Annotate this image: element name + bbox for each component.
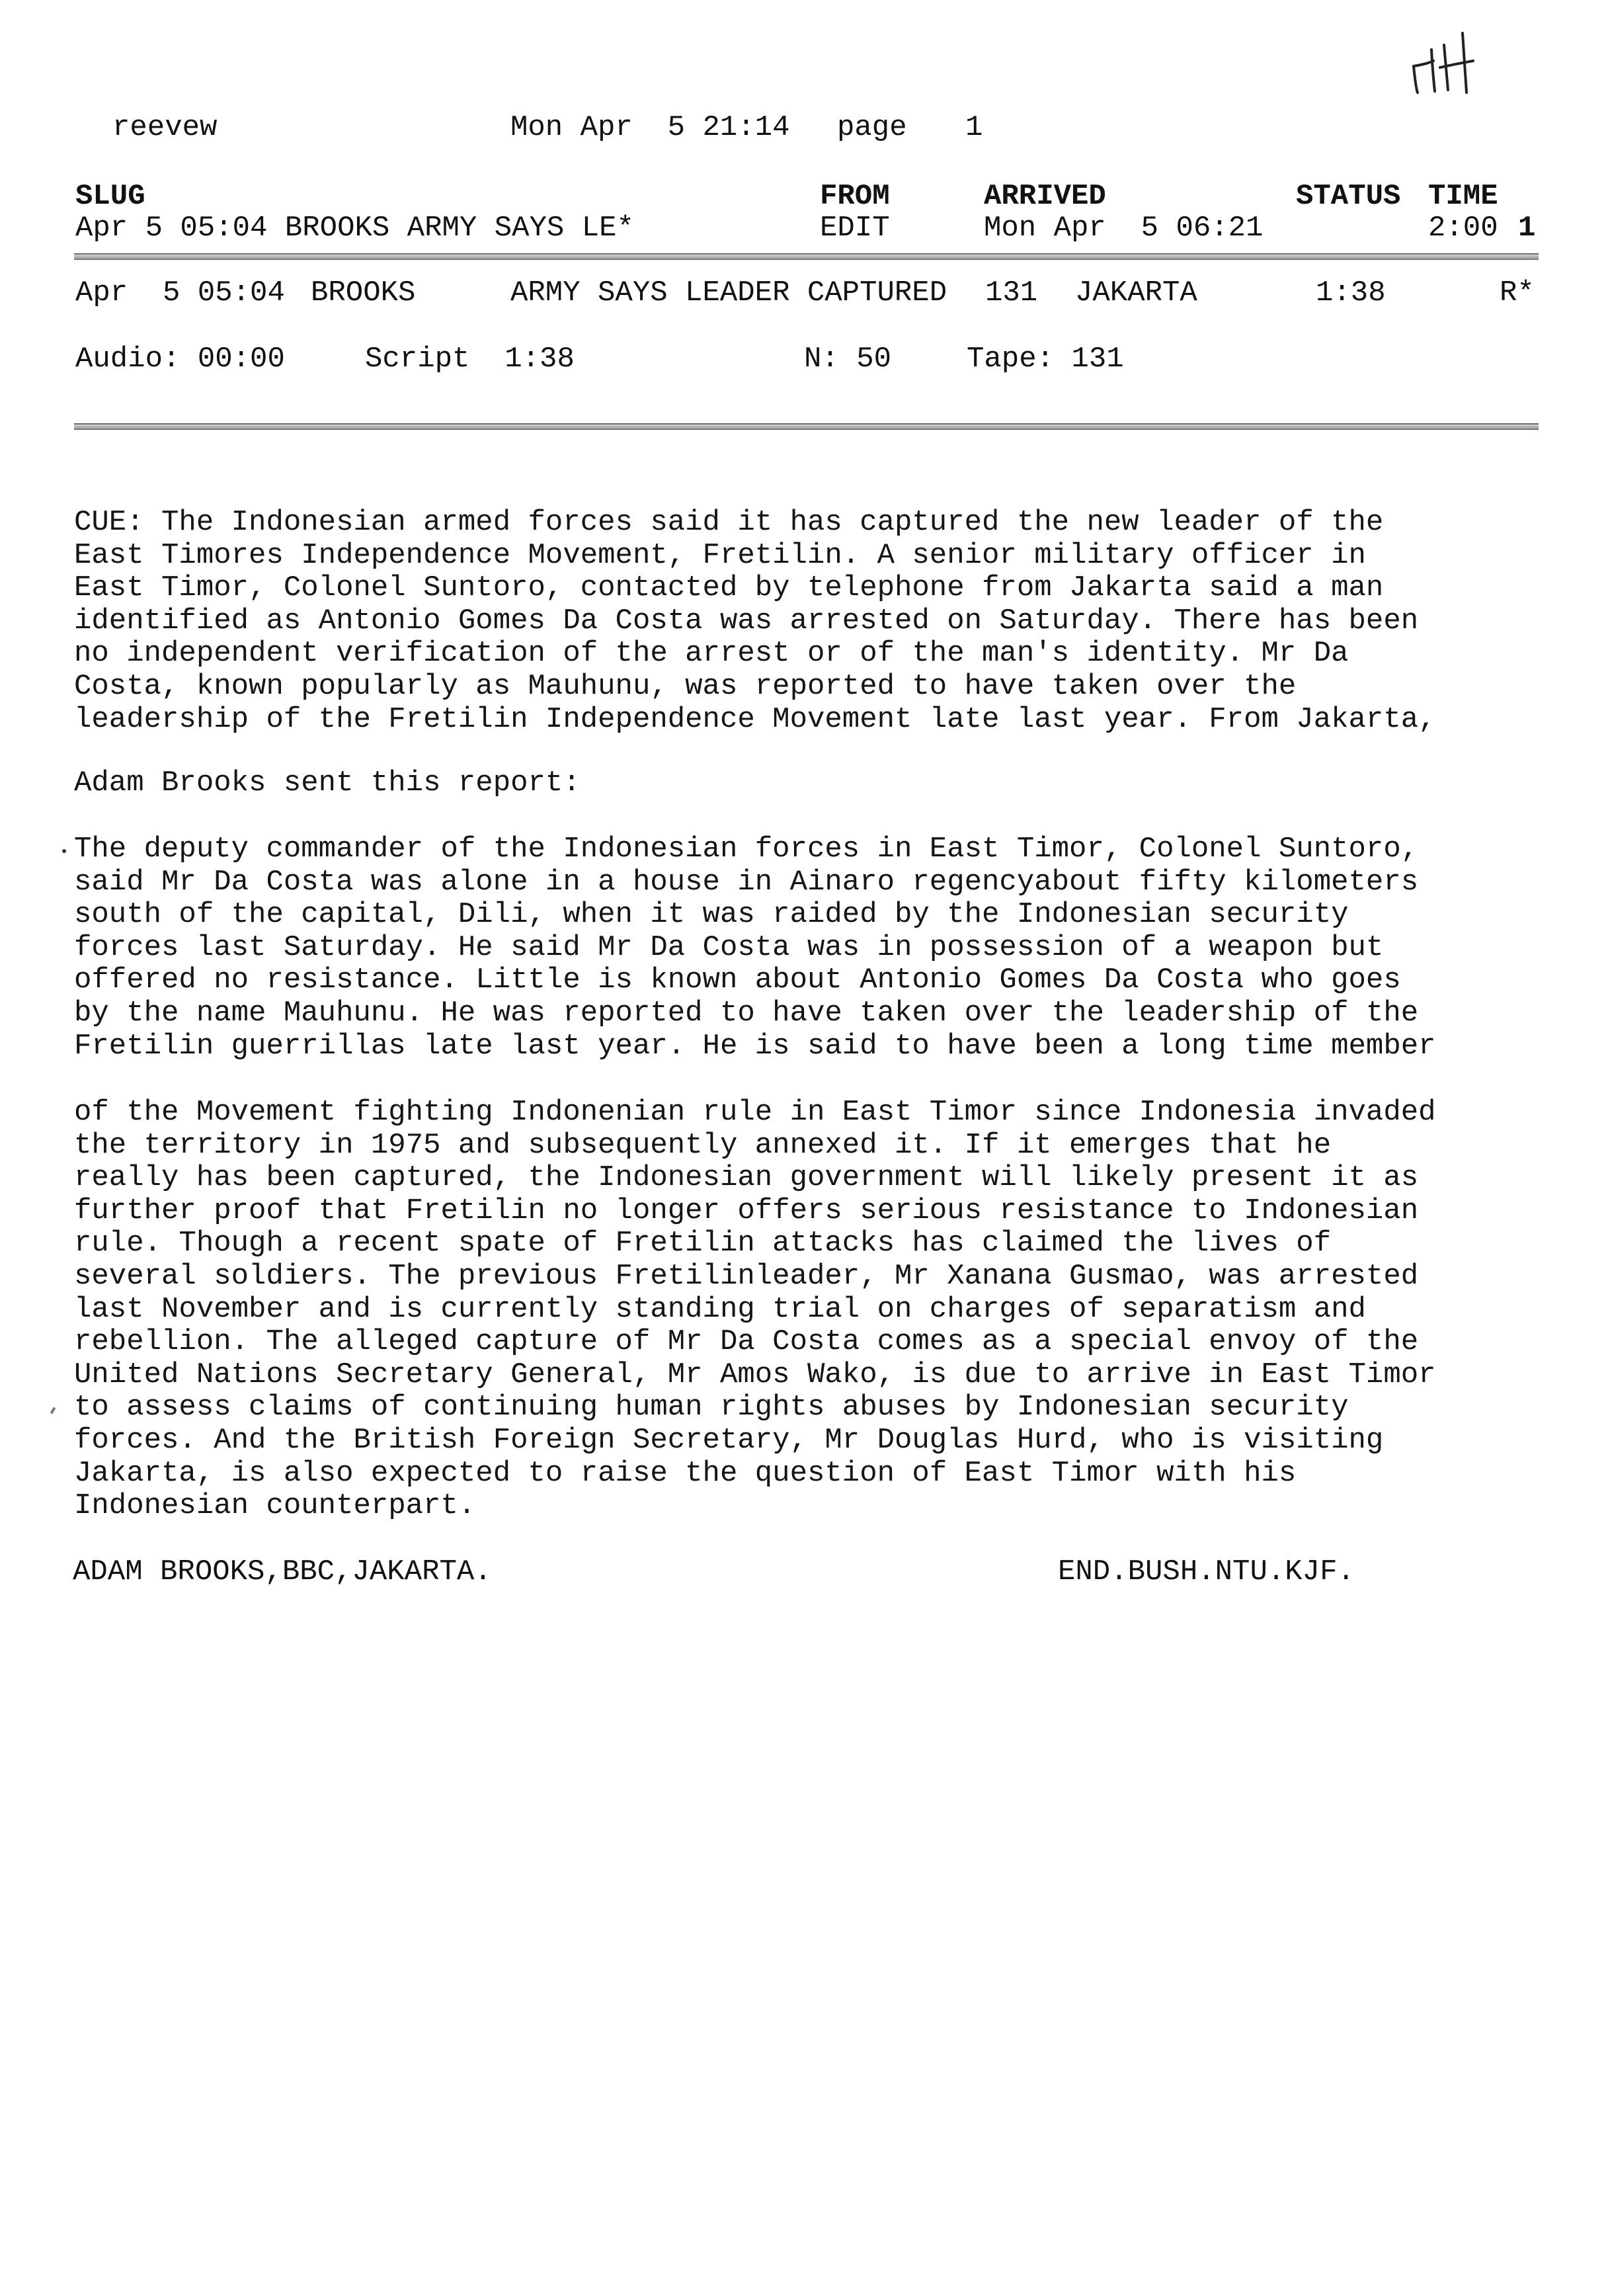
meta-script: Script 1:38 [365,343,575,376]
header-datetime: Mon Apr 5 21:14 [510,111,790,144]
entry-time: 2:00 [1428,212,1498,245]
col-status: STATUS [1296,180,1401,213]
story-author: BROOKS [311,276,416,309]
col-time: TIME [1428,180,1498,213]
report-paragraph-2: of the Movement fighting Indonenian rule in East Timor since Indonesia invaded the territory in 1975 and subsequently annexed it. If it emerges that he really has been captured, the Indonesian government will likely present it as further proof that Fretilin no longer offers serious resistance to Indonesian rule. Though a recent spate of Fretilin attacks has claimed the lives of several soldiers. The previous Fretilinleader, Mr Xanana Gusmao, was arrested last November and is currently standing trial on charges of separatism and rebellion. The alleged capture of Mr Da Costa comes as a special envoy of the United Nations Secretary General, Mr Amos Wako, is due to arrive in East Timor to assess claims of continuing human rights abuses by Indonesian security forces. And the British Foreign Secretary, Mr Douglas Hurd, who is visiting Jakarta, is also expected to raise the question of East Timor with his Indonesian counterpart. [74,1096,1436,1523]
col-from: FROM [820,180,890,213]
signoff: ADAM BROOKS,BBC,JAKARTA. [73,1555,492,1588]
header-user: reevew [112,111,218,144]
entry-count: 1 [1518,212,1536,245]
col-slug: SLUG [75,180,145,213]
stray-mark [50,1407,56,1414]
story-date: Apr 5 05:04 [75,276,285,309]
meta-n: N: 50 [804,343,892,376]
meta-audio: Audio: 00:00 [75,343,285,376]
header-page-label: page [837,111,907,144]
handwritten-initials [1402,26,1488,99]
entry-arrived: Mon Apr 5 06:21 [984,212,1264,245]
meta-tape: Tape: 131 [967,343,1124,376]
divider-rule-2 [74,423,1539,430]
intro-line: Adam Brooks sent this report: [74,766,581,800]
story-title: ARMY SAYS LEADER CAPTURED [510,276,947,309]
entry-slug: Apr 5 05:04 BROOKS ARMY SAYS LE* [75,212,634,245]
divider-rule [74,253,1539,260]
story-location: JAKARTA [1075,276,1197,309]
col-arrived: ARRIVED [984,180,1106,213]
cue-paragraph: CUE: The Indonesian armed forces said it has captured the new leader of the East Timores Independence Movement, Fretilin. A senior military officer in East Timor, Colonel Suntoro, contacted by telephone from Jakarta said a man identified as Antonio Gomes Da Costa was arrested on Saturday. There has been no independent verification of the arrest or of the man's identity. Mr Da Costa, known popularly as Mauhunu, was reported to have taken over the leadership of the Fretilin Independence Movement late last year. From Jakarta, [74,506,1436,736]
story-duration: 1:38 [1316,276,1386,309]
margin-bullet [62,849,66,853]
entry-from: EDIT [820,212,890,245]
report-paragraph-1: The deputy commander of the Indonesian forces in East Timor, Colonel Suntoro, said Mr Da Costa was alone in a house in Ainaro regencyabout fifty kilometers south of the capital, Dili, when it was raided by the Indonesian security forces last Saturday. He said Mr Da Costa was in possession of a weapon but offered no resistance. Little is known about Antonio Gomes Da Costa who goes by the name Mauhunu. He was reported to have taken over the leadership of the Fretilin guerrillas late last year. He is said to have been a long time member [74,833,1436,1063]
end-code: END.BUSH.NTU.KJF. [1058,1555,1355,1588]
header-page-number: 1 [965,111,983,144]
story-number: 131 [985,276,1038,309]
story-flag: R* [1500,276,1535,309]
